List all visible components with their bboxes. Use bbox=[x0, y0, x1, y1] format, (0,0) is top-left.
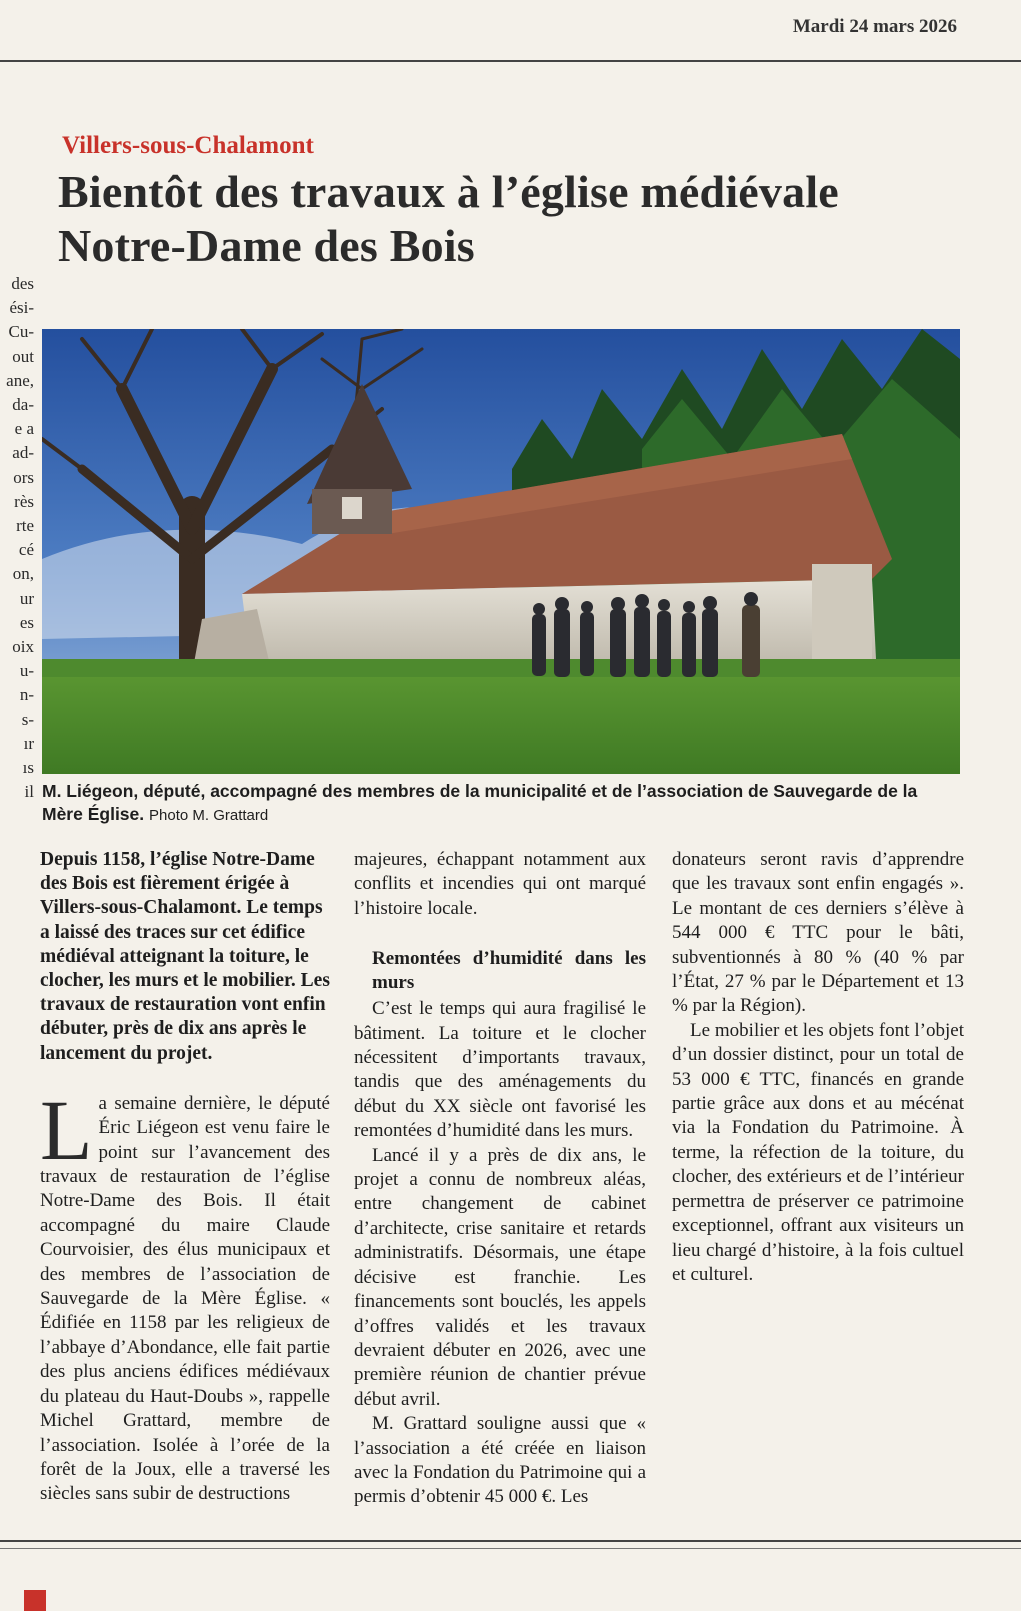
caption-main: M. Liégeon, député, accompagné des membres de la municipalité et de l’association de Sauvegarde de la Mère Église. bbox=[42, 781, 918, 824]
dropcap-letter: L bbox=[40, 1081, 93, 1178]
caption-credit: Photo M. Grattard bbox=[149, 807, 269, 824]
article-paragraph: majeures, échappant notamment aux conflits et incendies qui ont marqué l’histoire locale. bbox=[354, 849, 646, 919]
bottom-rule-thin bbox=[0, 1548, 1021, 1549]
fragment-line: il bbox=[24, 782, 34, 802]
fragment-line: ur bbox=[19, 588, 34, 608]
article-subhead: Remontées d’humidité dans les murs bbox=[372, 948, 646, 994]
article-paragraph: donateurs seront ravis d’apprendre que les travaux sont enfin engagés ». Le montant de ces derniers s’élève à 544 000 € TTC pour le bâti, subventionnés à 80 % (40 % par l’État, 27 % par le Département et 13 % par la Région). bbox=[672, 849, 964, 1017]
article-paragraph: C’est le temps qui aura fragilisé le bâtiment. La toiture et le clocher nécessitent d’importants travaux, tandis que des aménagements du début du XX siècle ont favorisé les remontées d’humidité dans les murs. bbox=[354, 998, 646, 1142]
fragment-line: cé bbox=[18, 540, 34, 560]
top-rule bbox=[0, 60, 1021, 62]
photo-caption bbox=[42, 780, 962, 827]
article-headline: Bientôt des travaux à l’église médiévale Notre-Dame des Bois bbox=[58, 166, 839, 271]
fragment-line: des bbox=[11, 274, 34, 293]
article-paragraph: Lancé il y a près de dix ans, le projet a connu de nombreux aléas, entre changement de cabinet d’architecte, crise sanitaire et retards administratifs. Désormais, une étape décisive est franchie. Les financements sont bouclés, les appels d’offres validés et les travaux devraient débuter en 2026, avec une première réunion de chantier prévue début avril. bbox=[354, 1144, 646, 1410]
fragment-line: out bbox=[12, 346, 34, 366]
article-chapo: Depuis 1158, l’église Notre-Dame des Bois est fièrement érigée à Villers-sous-Chalamont. Le temps a laissé des traces sur cet édifice médiéval atteignant la toiture, le clocher, les murs et le mobilier. Les travaux de restauration vont enfin débuter, près de dix ans après le lancement du projet. bbox=[40, 849, 330, 1064]
fragment-line: oix bbox=[12, 637, 34, 657]
article-paragraph: M. Grattard souligne aussi que « l’association a été créée en liaison avec la Fondation du Patrimoine qui a permis d’obtenir 45 000 €. Les bbox=[354, 1413, 646, 1508]
fragment-line: rte bbox=[16, 516, 34, 536]
bottom-rule bbox=[0, 1540, 1021, 1542]
fragment-line: ési- bbox=[9, 298, 34, 318]
fragment-line: s- bbox=[21, 709, 34, 729]
fragment-line: ad- bbox=[12, 443, 34, 463]
article-kicker: Villers-sous-Chalamont bbox=[62, 132, 314, 159]
left-column-fragments bbox=[0, 272, 34, 804]
fragment-line: Cu- bbox=[8, 322, 34, 342]
fragment-line: e a bbox=[14, 419, 34, 439]
article-paragraph: Le mobilier et les objets font l’objet d’un dossier distinct, pour un total de 53 000 € TTC, financés en grande partie grâce aux dons et au mécénat via la Fondation du Patrimoine. À terme, la réfection de la toiture, du clocher, des extérieurs et de l’intérieur permettra de préserver ce patrimoine exceptionnel, offrant aux visiteurs un lieu chargé d’histoire, à la fois cultuel et culturel. bbox=[672, 1019, 964, 1285]
fragment-line: ır bbox=[23, 733, 34, 753]
fragment-line: u- bbox=[19, 661, 34, 681]
fragment-line: on, bbox=[12, 564, 34, 584]
fragment-line: ıs bbox=[22, 758, 34, 778]
fragment-line: n- bbox=[19, 685, 34, 705]
next-article-mark bbox=[24, 1590, 46, 1611]
fragment-line: ane, bbox=[6, 370, 34, 390]
dateline: Mardi 24 mars 2026 bbox=[792, 16, 957, 37]
article-column-2 bbox=[354, 848, 646, 1510]
fragment-line: ors bbox=[13, 467, 34, 487]
article-column-3 bbox=[672, 848, 964, 1287]
fragment-line: rès bbox=[14, 491, 34, 511]
article-paragraph: La semaine dernière, le député Éric Liégeon est venu faire le point sur l’avancement des travaux de restauration de l’église Notre-Dame des Bois. Il était accompagné du maire Claude Courvoisier, des élus municipaux et des membres de l’association de Sauvegarde de la Mère Église. « Édifiée en 1158 par les religieux de l’abbaye d’Abondance, elle fait partie des plus anciens édifices médiévaux du plateau du Haut-Doubs », rappelle Michel Grattard, membre de l’association. Isolée à l’orée de la forêt de la Joux, elle a traversé les siècles sans subir de destructions bbox=[40, 1081, 330, 1505]
fragment-line: da- bbox=[12, 395, 34, 415]
article-photo bbox=[42, 329, 960, 774]
fragment-line: es bbox=[19, 612, 34, 632]
article-column-1 bbox=[40, 848, 330, 1507]
